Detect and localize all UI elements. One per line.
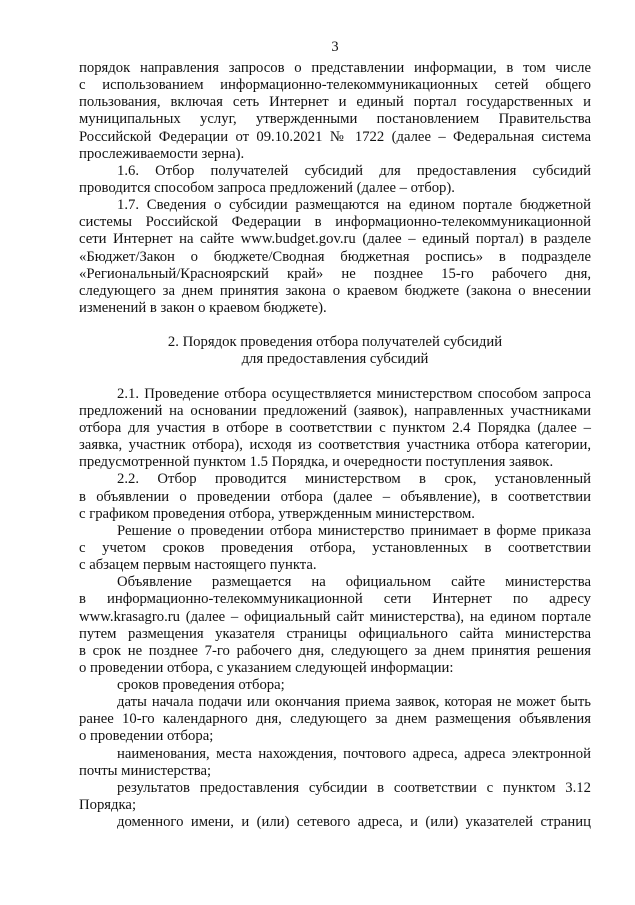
text-line: 1.6. Отбор получателей субсидий для предоставления субсидий	[117, 162, 591, 179]
page-number: 3	[331, 39, 339, 55]
text-line: в срок не позднее 7-го рабочего дня, следующего за днем принятия решения	[79, 642, 591, 659]
text-line: 2. Порядок проведения отбора получателей субсидий	[167, 334, 503, 351]
text-line: с учетом сроков проведения отбора, установленных в соответствии	[79, 539, 591, 556]
document-body	[79, 60, 591, 831]
text-line: ранее 10-го календарного дня, следующего за днем размещения объявления	[79, 711, 591, 728]
paragraph	[79, 197, 591, 317]
text-line: заявка, участник отбора), исходя из соответствия участника отбора категории,	[79, 437, 591, 454]
text-line: предложений на основании предложений (заявок), направленных участниками	[79, 402, 591, 419]
paragraph	[79, 471, 591, 522]
text-line: в информационно-телекоммуникационной сети Интернет по адресу	[79, 591, 591, 608]
blank-line	[79, 317, 591, 334]
text-line: путем размещения указателя страницы официального сайта министерства	[79, 625, 591, 642]
paragraph	[79, 163, 591, 197]
text-line: пользования, включая сеть Интернет и единый портал государственных и	[79, 94, 591, 111]
text-line: даты начала подачи или окончания приема заявок, которая не может быть	[117, 694, 591, 711]
text-line: изменений в закон о краевом бюджете).	[79, 299, 327, 316]
paragraph	[79, 386, 591, 472]
text-line: системы Российской Федерации в информационно-телекоммуникационной	[79, 214, 591, 231]
text-line: следующего за днем принятия закона о краевом бюджете (закона о внесении	[79, 282, 591, 299]
paragraph	[79, 746, 591, 780]
text-line: доменного имени, и (или) сетевого адреса, и (или) указателей страниц	[117, 814, 591, 831]
text-line: с графиком проведения отбора, утвержденным министерством.	[79, 505, 475, 522]
paragraph	[79, 780, 591, 814]
blank-line	[79, 369, 591, 386]
paragraph	[79, 574, 591, 677]
text-line: Российской Федерации от 09.10.2021 № 1722 (далее – Федеральная система	[79, 128, 591, 145]
text-line: Объявление размещается на официальном сайте министерства	[117, 574, 591, 591]
paragraph	[79, 677, 591, 694]
text-line: прослеживаемости зерна).	[79, 145, 245, 162]
text-line: в объявлении о проведении отбора (далее – объявление), в соответствии	[79, 488, 591, 505]
text-line: «Региональный/Красноярский край» не позднее 15-го рабочего дня,	[79, 265, 591, 282]
text-line: www.krasagro.ru (далее – официальный сайт министерства), на едином портале	[79, 608, 591, 625]
text-line: 2.1. Проведение отбора осуществляется министерством способом запроса	[117, 385, 591, 402]
text-line: с использованием информационно-телекоммуникационных сетей общего	[79, 77, 591, 94]
text-line: с абзацем первым настоящего пункта.	[79, 557, 317, 574]
text-line: 1.7. Сведения о субсидии размещаются на едином портале бюджетной	[117, 197, 591, 214]
paragraph	[79, 814, 591, 831]
text-line: о проведении отбора, с указанием следующей информации:	[79, 659, 454, 676]
paragraph	[79, 694, 591, 745]
paragraph	[79, 60, 591, 163]
text-line: отбора для участия в отборе в соответствии с пунктом 2.4 Порядка (далее –	[79, 419, 591, 436]
text-line: «Бюджет/Закон о бюджете/Сводная бюджетная роспись» в подразделе	[79, 248, 591, 265]
paragraph	[79, 334, 591, 368]
text-line: порядок направления запросов о представлении информации, в том числе	[79, 60, 591, 76]
text-line: Решение о проведении отбора министерство принимает в форме приказа	[117, 522, 591, 539]
text-line: 2.2. Отбор проводится министерством в срок, установленный	[117, 471, 591, 488]
paragraph	[79, 523, 591, 574]
text-line: проводится способом запроса предложений (далее – отбор).	[79, 179, 455, 196]
text-line: Порядка;	[79, 797, 137, 814]
text-line: наименования, места нахождения, почтового адреса, адреса электронной	[117, 745, 591, 762]
text-line: сети Интернет на сайте www.budget.gov.ru (далее – единый портал) в разделе	[79, 231, 591, 248]
text-line: сроков проведения отбора;	[117, 677, 285, 694]
text-line: для предоставления субсидий	[241, 351, 429, 368]
text-line: муниципальных услуг, утвержденными постановлением Правительства	[79, 111, 591, 128]
text-line: результатов предоставления субсидии в соответствии с пунктом 3.12	[117, 779, 591, 796]
text-line: почты министерства;	[79, 762, 212, 779]
text-line: о проведении отбора;	[79, 728, 214, 745]
text-line: предусмотренной пунктом 1.5 Порядка, и очередности поступления заявок.	[79, 454, 554, 471]
